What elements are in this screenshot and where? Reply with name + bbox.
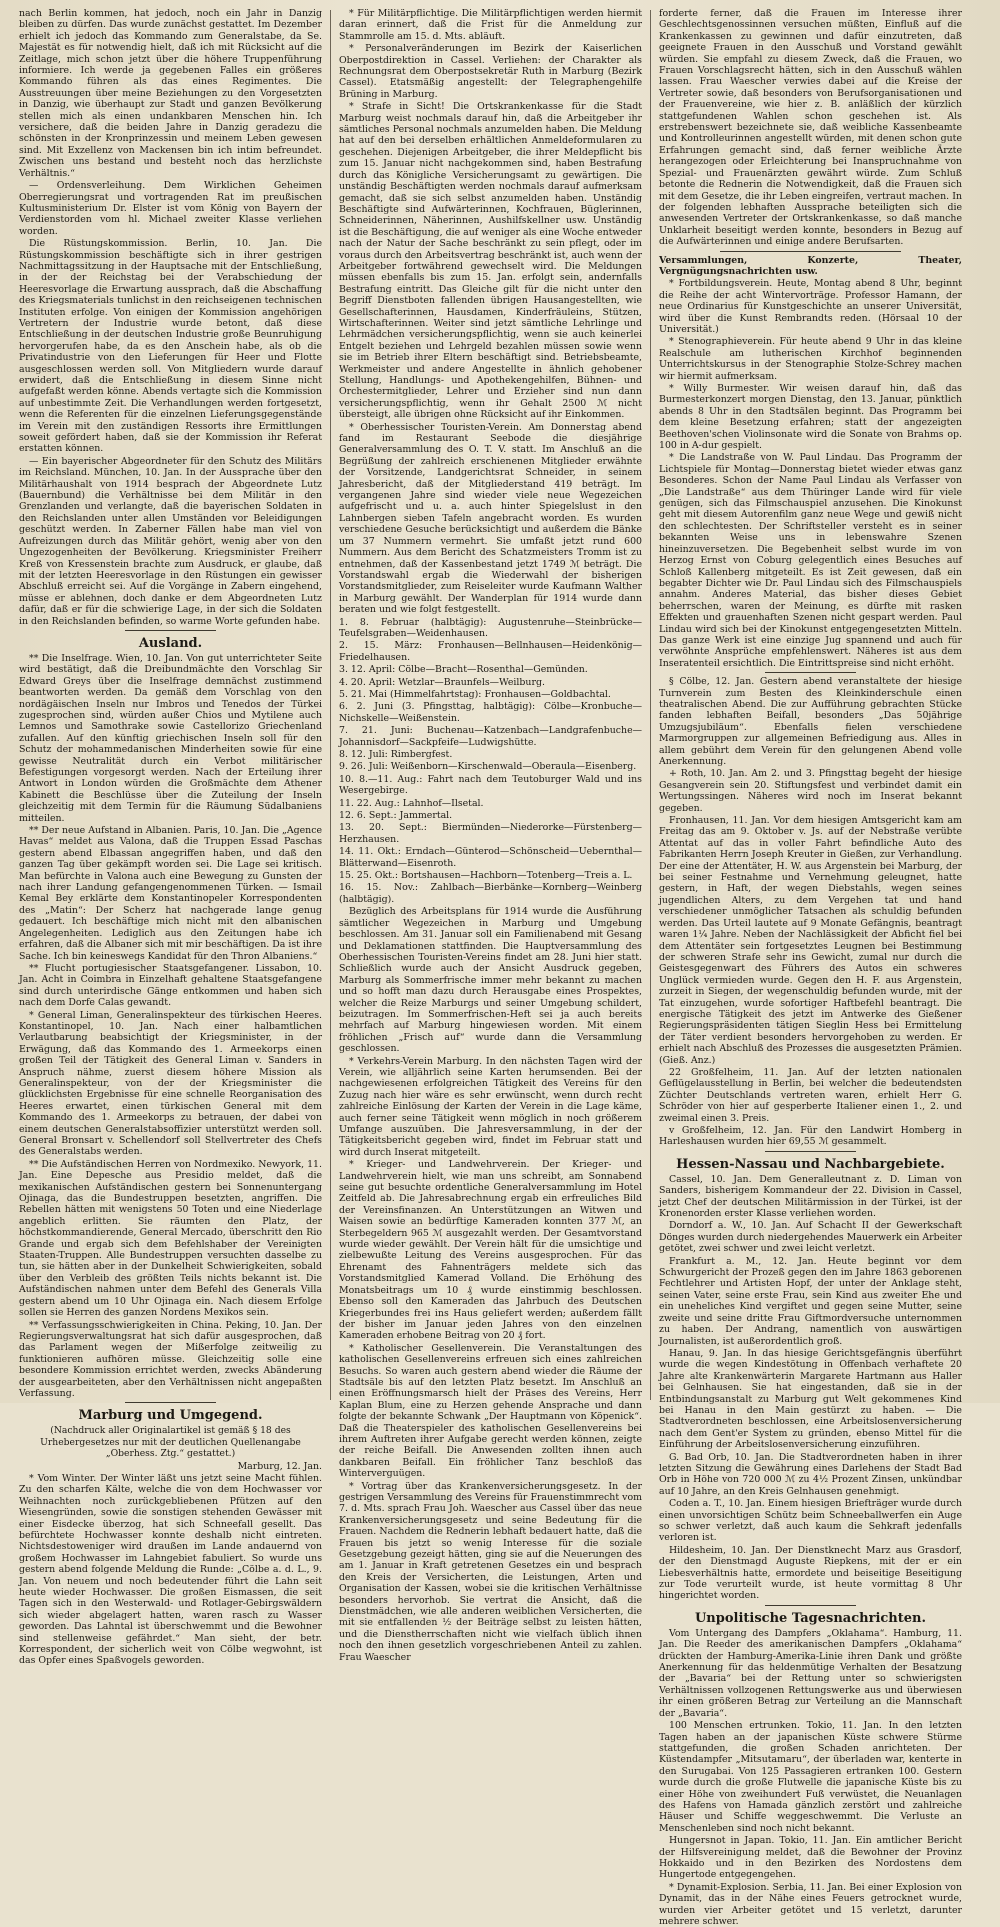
paragraph: * Katholischer Gesellenverein. Die Veranstaltungen des katholischen Gesellenvereins erfreuen sich eines zahlreichen Besuchs. So waren auch gestern abend wieder die Räume der Stadtsäle bis auf den letzten Platz besetzt. Im Anschluß an einen Eröffnungsmarsch hielt der Präses des Vereins, Herr Kaplan Blum, eine zu Herzen gehende Ansprache und dann folgte der bekannte Schwank „Der Hauptmann von Köpenick“. Daß die Theaterspieler des katholischen Gesellenvereins bei ihrem Auftreten ihrer Aufgabe gerecht werden können, zeigte der reiche Beifall. Die Anwesenden zollten ihnen auch dankbaren Beifall. Ein fröhlicher Tanz beschloß das Winterverguügen. (339, 1342, 642, 1480)
paragraph: * Dynamit-Explosion. Serbia, 11. Jan. Bei einer Explosion von Dynamit, das in der Nähe eines Feuers getrocknet wurde, wurden vier Arbeiter getötet und 15 verletzt, darunter mehrere schwer. (659, 1881, 962, 1927)
section-heading-unpolitisch: Unpolitische Tagesnachrichten. (694, 1610, 927, 1626)
paragraph: Dorndorf a. W., 10. Jan. Auf Schacht II der Gewerkschaft Dönges wurden durch niedergehendes Mauerwerk ein Arbeiter getötet, zwei schwer und zwei leicht verletzt. (659, 1220, 962, 1255)
itinerary-item: 16. 15. Nov.: Zahlbach—Bierbänke—Kornberg—Weinberg (halbtägig). (339, 882, 642, 905)
column-rule (650, 10, 651, 1400)
paragraph: Hildesheim, 10. Jan. Der Dienstknecht Marz aus Grasdorf, der den Dienstmagd Auguste Riepkens, mit der er ein Liebesverhältnis hatte, ermordete und beiseitige Beseitigung zur Tode verurteilt wurde, ist heute vormittag 8 Uhr hingerichtet worden. (659, 1544, 962, 1602)
divider (125, 1402, 216, 1403)
paragraph: Fronhausen, 11. Jan. Vor dem hiesigen Amtsgericht kam am Freitag das am 9. Oktober v. Js. auf der Nebstraße verübte Attentat auf das in voller Fahrt befindliche Auto des Fabrikanten Herrn Joseph Kreuter in Gießen, zur Verhandlung. Der eine der Attentäter, H. W. aus Argenstein bei Marburg, der bei seiner Festnahme und Vernehmung geleugnet, hatte gestern, in Haft, der wegen Diebstahls, wegen seines jugendlichen Alters, zu dem Vergehen tat und hand verschiedener unmöglicher Tatsachen als schuldig befunden werden. Das Urteil lautete auf 9 Monate Gefängnis, beantragt waren 1¼ Jahre. Neben der Nachlässigkeit der Abficht fiel bei dem Attentäter sein fortgesetztes Leugnen bei Bestimmung der schweren Strafe sehr ins Gewicht, zumal nur durch die Geistesgegenwart des Führers des Autos ein schweres Unglück vermieden wurde. Gegen den H. F. aus Argenstein, zurzeit in Siegen, der wegenschuldig befunden wurde, mit der Tat einzugehen, wurde sofortiger Haftbefehl beantragt. Die energische Tätigkeit des jetzt im Antwerke des Gießener Regierungspräsidenten tätigen Sieglin Hess bei Ermittelung der Täter verdient besonders hervorgehoben zu werden. Er erhielt nach Abschluß des Prozesses die ausgesetzten Prämien. (Gieß. Anz.) (659, 815, 962, 1066)
subsection-heading: Versammlungen, Konzerte, Theater, Vergnügungsnachrichten usw. (659, 254, 962, 277)
paragraph: * Strafe in Sicht! Die Ortskrankenkasse für die Stadt Marburg weist nochmals darauf hin, daß die Arbeitgeber ihr sämtliches Personal nochmals anzumelden haben. Die Meldung hat auf den bei derselben erhältlichen Anmeldeformularen zu geschehen. Diejenigen Arbeitgeber, die ihrer Meldepflicht bis zum 15. Januar nicht nachgekommen sind, haben Bestrafung durch das Königliche Versicherungsamt zu gewärtigen. Die unständig Beschäftigten werden nochmals darauf aufmerksam gemacht, daß sie sich selbst anzumelden haben. Unständig Beschäftigte sind Aufwärterinnen, Kochfrauen, Büglerinnen, Schneiderinnen, Näherinnen, Aushilfskellner usw. Unständig ist die Beschäftigung, die auf weniger als eine Woche entweder nach der Natur der Sache beschränkt zu sein pflegt, oder im voraus durch den Arbeitsvertrag beschränkt ist, auch wenn der Arbeitgeber fortwährend gewechselt wird. Die Meldungen müssen ebenfalls bis zum 15. Jan. erfolgt sein, andernfalls Bestrafung eintritt. Das Gleiche gilt für die nicht unter den Begriff Dienstboten fallenden übrigen Hausangestellten, wie Gesellschafterinnen, Hausdamen, Kinderfräuleins, Stützen, Wirtschafterinnen. Weiter sind jetzt sämtliche Lehrlinge und Lehrmädchen versicherungspflichtig, wenn sie auch keinerlei Entgelt beziehen und Lehrgeld bezahlen müssen sowie wenn sie im Betrieb ihrer Eltern beschäftigt sind. Betriebsbeamte, Werkmeister und andere Angestellte in ähnlich gehobener Stellung, Handlungs- und Apothekengehilfen, Bühnen- und Orchestermitglieder, Lehrer und Erzieher sind nun dann versicherungspflichtig, wenn ihr Gehalt 2500 ℳ nicht übersteigt, alle übrigen ohne Rücksicht auf ihr Einkommen. (339, 101, 642, 421)
paragraph: ** Verfassungsschwierigkeiten in China. Peking, 10. Jan. Der Regierungsverwaltungsrat hat sich dafür ausgesprochen, daß das Parlament wegen der Mißerfolge zeitweilig zu funktionieren aufhören müsse. Gleichzeitig solle eine besondere Kommission errichtet werden, zwecks Abänderung der ausgearbeiteten, aber den Verhältnissen nicht angepaßten Verfassung. (19, 1319, 322, 1399)
paragraph: G. Bad Orb, 10. Jan. Die Stadtverordneten haben in ihrer letzten Sitzung die Gewährung eines Darlehens der Stadt Bad Orb in Höhe von 720 000 ℳ zu 4½ Prozent Zinsen, unkündbar auf 10 Jahre, an den Kreis Gelnhausen genehmigt. (659, 1451, 962, 1497)
paragraph: ** Der neue Aufstand in Albanien. Paris, 10. Jan. Die „Agence Havas“ meldet aus Valona, daß die Truppen Essad Paschas gestern abend Elbassan angegriffen haben, und daß den ganzen Tag über gekämpft worden sei. Die Lage sei kritisch. Man befürchte in Valona auch eine Bewegung zu Gunsten der nach ihrer Landung gefangengenommenen Türken. — Ismail Kemal Bey erklärte dem Konstantinopeler Korrespondenten des „Matin“: Der Scherz hat nachgerade lange genug gedauert. Ich beschäftige mich nicht mit den albanischen Angelegenheiten. Lediglich aus den Zeitungen habe ich erfahren, daß die Albaner sich mit mir beschäftigen. Da ist ihre Sache. Ich bin keineswegs Kandidat für den Thron Albaniens.“ (19, 825, 322, 962)
divider (765, 1151, 856, 1152)
column-rule (330, 10, 331, 1400)
paragraph: § Cölbe, 12. Jan. Gestern abend veranstaltete der hiesige Turnverein zum Besten des Kleinkinderschule einen theatralischen Abend. Die zur Aufführung gebrachten Stücke fanden lebhaften Beifall, besonders „Das 50jährige Umzugsjubiläum“. Ebenfalls fielen verschiedene Marmorgruppen zur allgemeinen Befriedigung aus. Alles in allem gebührt dem Verein für den gelungenen Abend volle Anerkennung. (659, 676, 962, 767)
paragraph: * Für Militärpflichtige. Die Militärpflichtigen werden hiermit daran erinnert, daß die Frist für die Anmeldung zur Stammrolle am 15. d. Mts. abläuft. (339, 8, 642, 42)
paragraph: * General Liman, Generalinspekteur des türkischen Heeres. Konstantinopel, 10. Jan. Nach einer halbamtlichen Verlautbarung beabsichtigt der Kriegsminister, in der Erwägung, daß das Kommando des 1. Armeekorps einen großen Teil der Tätigkeit des General Liman v. Sanders in Anspruch nähme, zuerst diesem höhere Mission als Generalinspekteur, von der der Kriegsminister die glücklichsten Ergebnisse für eine schnelle Reorganisation des Heeres erwartet, einen türkischen General mit dem Kommando des 1. Armeekorps zu betrauen, der dabei von einem deutschen Generalstabsoffizier unterstützt werden soll. General Bronsart v. Schellendorf soll Stellvertreter des Chefs des Generalstabs werden. (19, 1009, 322, 1158)
itinerary-item: 6. 2. Juni (3. Pfingsttag, halbtägig): Cölbe—Kronbuche—Nichskelle—Weißenstein. (339, 701, 642, 724)
paragraph: Hungersnot in Japan. Tokio, 11. Jan. Ein amtlicher Bericht der Hilfsvereinigung meldet, daß die Bewohner der Provinz Hokkaido und in den Bezirken des Nordostens dem Hungertode entgegengehen. (659, 1835, 962, 1881)
paragraph: forderte ferner, daß die Frauen im Interesse ihrer Geschlechtsgenossinnen versuchen müßten, Einfluß auf die Krankenkassen zu gewinnen und dafür einzutreten, daß geeignete Frauen in den Ausschuß und Vorstand gewählt würden. Sie empfahl zu diesem Zweck, daß die Frauen, wo Frauen Vorschlagsrecht hätten, sich in den Ausschuß wählen lassen. Frau Waescher verwies dabei auf die Kreise der Vertreter sowie, daß besonders von Berufsorganisationen und der Frauenvereine, wie hier z. B. anläßlich der kürzlich stattgefundenen Wahlen schon geschehen ist. Als erstrebenswert bezeichnete sie, daß weibliche Kassenbeamte und Kontrolleurinnen angestellt würden, mit denen schon gute Erfahrungen gemacht sind, daß ferner weibliche Ärzte herangezogen oder Erleichterung bei Inanspruchnahme von Spezial- und Frauenärzten gewährt würde. Zum Schluß betonte die Rednerin die Notwendigkeit, daß die Frauen sich mit dem Gesetze, die ihr Leben eingreifen, vertraut machen. In der folgenden lebhaften Aussprache beteiligten sich die anwesenden Vertreter der Ortskrankenkasse, so daß manche Unklarheit beseitigt werden konnte, besonders in Bezug auf die Aufwärterinnen und einige andere Berufsarten. (659, 8, 962, 248)
paragraph: Cassel, 10. Jan. Dem Generalleutnant z. D. Liman von Sanders, bisherigem Kommandeur der 22. Division in Cassel, jetzt Chef der deutschen Militärmission in der Türkei, ist der Kronenorden erster Klasse verliehen worden. (659, 1173, 962, 1220)
itinerary-item: 2. 15. März: Fronhausen—Bellnhausen—Heidenkönig—Friedelhausen. (339, 640, 642, 663)
paragraph: Coden a. T., 10. Jan. Einem hiesigen Briefträger wurde durch einen unvorsichtigen Schütz beim Schneeballwerfen ein Auge so schwer verletzt, daß auch kaum die Sehkraft jedenfalls verloren ist. (659, 1498, 962, 1544)
itinerary-item: 8. 12. Juli: Rimbergfest. (339, 749, 453, 760)
paragraph: ** Flucht portugiesischer Staatsgefangener. Lissabon, 10. Jan. Acht in Coimbra in Einzelhaft gehaltene Staatsgefangene sind durch unterirdische Gänge entkommen und haben sich nach dem Dorfe Calas gewandt. (19, 962, 322, 1009)
paragraph: * Fortbildungsverein. Heute, Montag abend 8 Uhr, beginnt die Reihe der acht Wintervorträge. Professor Hamann, der neue Ordinarius für Kunstgeschichte an unserer Universität, wird über die Kunst Rembrandts reden. (Hörsaal 10 der Universität.) (659, 278, 962, 335)
paragraph: Vom Untergang des Dampfers „Oklahama“. Hamburg, 11. Jan. Die Reeder des amerikanischen Dampfers „Oklahama“ drückten der Hamburg-Amerika-Linie ihren Dank und größte Anerkennung für das heldenmütige Verhalten der Besatzung der „Bavaria“ bei der Rettung unter so schwierigsten Verhältnissen vollzogenen Rettungswerke aus und überwiesen ihr einen größeren Betrag zur Verteilung an die Mannschaft der „Bavaria“. (659, 1627, 962, 1719)
divider (765, 672, 856, 673)
divider (720, 251, 902, 252)
reprint-note: (Nachdruck aller Originalartikel ist gemäß § 18 des Urhebergesetzes nur mit der deutlichen Quellenangabe „Oberhess. Ztg.“ gestattet.) (40, 1425, 301, 1460)
section-heading-hessen: Hessen-Nassau und Nachbargebiete. (676, 1156, 945, 1172)
itinerary-item: 7. 21. Juni: Buchenau—Katzenbach—Landgrafenbuche—Johannisdorf—Sackpfeife—Ludwigshütte. (339, 725, 642, 748)
itinerary-item: 15. 25. Okt.: Bortshausen—Hachborn—Totenberg—Treis a. L. (339, 870, 633, 882)
column-container (14, 8, 988, 1927)
itinerary-item: 13. 20. Sept.: Biermünden—Niederorke—Fürstenberg—Herzhausen. (339, 822, 642, 845)
paragraph: 100 Menschen ertrunken. Tokio, 11. Jan. In den letzten Tagen haben an der japanischen Küste schwere Stürme stattgefunden, die großen Schaden anrichteten. Der Küstendampfer „Mitsutamaru“, der überladen war, kenterte in den Surugabai. Von 125 Passagieren ertranken 100. Gestern wurde durch die große Flutwelle die japanische Küste bis zu einer Höhe von zweihundert Fuß verwüstet, die Neuanlagen des Hafens von Hamada gänzlich zerstört und zahlreiche Häuser und Schiffe weggeschwemmt. Die Verluste an Menschenleben sind noch nicht bekannt. (659, 1720, 962, 1834)
paragraph: Hanau, 9. Jan. In das hiesige Gerichtsgefängnis überführt wurde die wegen Kindestötung in Offenbach verhaftete 20 Jahre alte Krankenwärterin Margarete Hartmann aus Haller bei Gelnhausen. Sie hat eingestanden, daß sie in der Entbindungsanstalt zu Marburg gut Welt gekommenes Kind bei Hanau in den Main gestürzt zu haben. — Die Stadtverordneten beschlossen, eine Arbeitslosenversicherung nach dem Gent'er System zu gründen, ebenso Mittel für die Einführung der Arbeitslosenversicherung einzuführen. (659, 1347, 962, 1451)
paragraph: * Verkehrs-Verein Marburg. In den nächsten Tagen wird der Verein, wie alljährlich seine Karten herumsenden. Bei der nachgewiesenen erfolgreichen Tätigkeit des Vereins für den Zuzug nach hier wäre es sehr erwünscht, wenn durch recht zahlreiche Einlösung der Karten der Verein in die Lage käme, auch ferner seine Tätigkeit wenn möglich in noch größerem Umfange auszuüben. Die Jahresversammlung, in der der Tätigkeitsbericht gegeben wird, findet im Februar statt und wird durch Inserat mitgeteilt. (339, 1055, 642, 1158)
paragraph: * Die Landstraße von W. Paul Lindau. Das Programm der Lichtspiele für Montag—Donnerstag bietet wieder etwas ganz Besonderes. Schon der Name Paul Lindau als Verfasser von „Die Landstraße“ aus dem Thüringer Lande wird für viele genügen, sich das Filmschauspiel anzusehen. Die Kinokunst geht mit diesem Autorenfilm ganz neue Wege und gewiß nicht den schlechtesten. Der Schriftsteller versteht es in seiner bekannten Weise uns in lebenswahre Szenen hineinzuversetzen. Die Begebenheit selbst wurde im von Herzog Ernst von Coburg gelegentlich eines Besuches auf Schloß Kallenberg mitgeteilt. Es ist Zeit gewesen, daß ein begabter Dichter wie Dr. Paul Lindau sich des Filmschauspiels annahm. Anderes Material, das bisher dieses Gebiet beherrschen, waren der Meinung, es dürfte mit rasken Effekten und grauenhaften Szenen nicht gespart werden. Paul Lindau wird sich bei der Kinokunst entgegengesetzten Mitteln. Das ganze Werk ist eine einzige Jug spannend und auch für verwöhnte Ansprüche empfehlenswert. Näheres ist aus dem Inseratenteil ersichtlich. Die Eintrittspreise sind nicht erhöht. (659, 452, 962, 669)
paragraph: * Krieger- und Landwehrverein. Der Krieger- und Landwehrverein hielt, wie man uns schreibt, am Sonnabend seine gut besuchte ordentliche Generalversammlung im Hotel Zeitfeld ab. Die Jahresabrechnung ergab ein erfreuliches Bild der Vereinsfinanzen. An Unterstützungen an Witwen und Waisen sowie an bedürftige Kameraden konnten 377 ℳ, an Sterbegeldern 965 ℳ ausgezahlt werden. Der Gesamtvorstand wurde wieder gewählt. Der Verein hält für die umsichtige und zielbewußte Leitung des Vereins ausgesprochen. Für das Ehrenamt des Fahnenträgers meldete sich das Vorstandsmitglied Kamerad Volland. Die Erhöhung des Monatsbeitrags um 10 ₰ wurde einstimmig beschlossen. Ebenso soll den Kameraden das Jahrbuch des Deutschen Kriegerbundes frei ins Haus geliefert werden; außerdem fällt der bisher im Januar jeden Jahres von den einzelnen Kameraden erhobene Beitrag von 20 ₰ fort. (339, 1159, 642, 1342)
itinerary-item: 1. 8. Februar (halbtägig): Augustenruhe—Steinbrücke—Teufelsgraben—Weidenhausen. (339, 616, 642, 639)
paragraph: ** Die Inselfrage. Wien, 10. Jan. Von gut unterrichteter Seite wird bestätigt, daß die Dreibundmächte den Vorschlag Sir Edward Greys über die Inselfrage demnächst zustimmend beantworten werden. Da gemäß dem Vorschlag von den nordägäischen Inseln nur Imbros und Tenedos der Türkei zugesprochen sind, würden außer Chios und Mytilene auch Lemnos und Samothrake sowie Castellorizo Griechenland zufallen. Auf den künftig griechischen Inseln soll für den Schutz der mohammedanischen Minderheiten sowie für eine gewisse Neutralität durch ein Verbot militärischer Befestigungen vorgesorgt werden. Nach der Erteilung ihrer Antwort in London würden die Großmächte dem Athener Kabinett die Beschlüsse über die Zuteilung der Inseln gleichzeitig mit dem Termin für die Räumung Südalbaniens mitteilen. (19, 652, 322, 824)
paragraph: * Willy Burmester. Wir weisen darauf hin, daß das Burmesterkonzert morgen Dienstag, den 13. Januar, pünktlich abends 8 Uhr in den Stadtsälen beginnt. Das Programm bei dem kleine Besetzung erfahren; statt der angezeigten Beethoven'schen Violinsonate wird die Sonate von Brahms op. 100 in A-dur gespielt. (659, 383, 962, 452)
paragraph: — Ordensverleihung. Dem Wirklichen Geheimen Oberregierungsrat und vortragenden Rat im preußischen Kultusministerium Dr. Elster ist vom König von Bayern der Verdienstorden vom hl. Michael zweiter Klasse verliehen worden. (19, 180, 322, 237)
column-2 (334, 8, 647, 1663)
column-3 (654, 8, 967, 1927)
paragraph: v Großfelheim, 12. Jan. Für den Landwirt Homberg in Harleshausen wurden hier 69,55 ℳ gesammelt. (659, 1125, 962, 1148)
divider (765, 1605, 856, 1606)
column-1 (14, 8, 327, 1667)
paragraph: Die Rüstungskommission. Berlin, 10. Jan. Die Rüstungskommission beschäftigte sich in ihrer gestrigen Nachmittagssitzung in der Hauptsache mit der Entschließung, in der der Reichstag bei der Verabschiedung der Heeresvorlage die Erwartung aussprach, daß die Abschaffung des Kriegsmaterials tunlichst in den reichseigenen technischen Instituten erfolge. Von einigen der Kommission angehörigen Vertretern der Industrie wurde betont, daß diese Entschließung in der deutschen Industrie große Beunruhigung hervorgerufen habe, da es den Anschein habe, als ob die Privatindustrie von den Lieferungen für Heer und Flotte ausgeschlossen werden soll. Von Mitgliedern wurde darauf erwidert, daß die Entschließung in diesem Sinne nicht aufgefaßt werden könne. Abends vertagte sich die Kommission auf unbestimmte Zeit. Die Verhandlungen werden fortgesetzt, wenn die Referenten für die einzelnen Lieferungsgegenstände im Verein mit den zuständigen Ressorts ihre Ermittlungen soweit gefördert haben, daß sie der Kommission ihr Referat erstatten können. (19, 238, 322, 455)
itinerary-item: 10. 8.—11. Aug.: Fahrt nach dem Teutoburger Wald und ins Wesergebirge. (339, 773, 642, 797)
paragraph: + Roth, 10. Jan. Am 2. und 3. Pfingsttag begeht der hiesige Gesangverein sein 20. Stiftungsfest und verbindet damit ein Wertungssingen. Näheres wird noch im Inserat bekannt gegeben. (659, 768, 962, 814)
itinerary-item: 3. 12. April: Cölbe—Bracht—Rosenthal—Gemünden. (339, 664, 588, 676)
paragraph: * Vortrag über das Krankenversicherungsgesetz. In der gestrigen Versammlung des Vereins für Frauenstimmrecht vom 7. d. Mts. sprach Frau Joh. Waescher aus Cassel über das neue Krankenversicherungsgesetz und seine Bedeutung für die Frauen. Nachdem die Rednerin lebhaft bedauert hatte, daß die Frauen bis jetzt so wenig Interesse für die soziale Gesetzgebung gezeigt hätten, ging sie auf die Neuerungen des am 1. Januar in Kraft getretenen Gesetzes ein und besprach den Kreis der Versicherten, die Leistungen, Arten und Organisation der Kassen, wobei sie die kritischen Verhältnisse besonders hervorhob. Sie vertrat die Ansicht, daß die Dienstmädchen, wie alle anderen weiblichen Versicherten, die mit sie entfallenden ½ der Beiträge selbst zu leisten hätten, und die Dienstherrschaften nicht wie vielfach üblich ihnen noch den ihnen gesetzlich vorgeschriebenen Anteil zu zahlen. Frau Waescher (339, 1480, 642, 1663)
dateline: Marburg, 12. Jan. (237, 1460, 322, 1472)
itinerary-item: 9. 26. Juli: Weißenborn—Kirschenwald—Oberaula—Eisenberg. (339, 761, 637, 773)
paragraph: 22 Großfelheim, 11. Jan. Auf der letzten nationalen Geflügelausstellung in Berlin, bei welcher die bedeutendsten Züchter Deutschlands vertreten waren, erhielt Herr G. Schröder von hier auf gesperberte Italiener einen 1., 2. und zweimal einen 3. Preis. (659, 1066, 962, 1124)
paragraph: Bezüglich des Arbeitsplans für 1914 wurde die Ausführung sämtlicher Wegezeichen in Marburg und Umgebung beschlossen. Am 31. Januar soll ein Familienabend mit Gesang und Deklamationen stattfinden. Die Hauptversammlung des Oberhessischen Touristen-Vereins findet am 28. Juni hier statt. Schließlich wurde auch der Ansicht Ausdruck gegeben, Marburg als Sommerfrische immer mehr bekannt zu machen und so hofft man dazu durch Herausgabe eines Prospektes, welcher die Reize Marburgs und seiner Umgebung schildert, beizutragen. Im Sommerfrischen-Heft sei ja auch bereits mehrfach auf Marburg hingewiesen worden. Mit einem fröhlichen „Frisch auf“ wurde dann die Versammlung geschlossen. (339, 906, 642, 1055)
paragraph: — Ein bayerischer Abgeordneter für den Schutz des Militärs im Reichsland. München, 10. Jan. In der Aussprache über den Militärhaushalt von 1914 besprach der Abgeordnete Lutz (Bauernbund) die Verhältnisse bei dem Militär in den Grenzlanden und verlangte, daß die bayerischen Soldaten in den Reichslanden unter allen Umständen vor Beleidigungen geschützt werden. In Zaberner Fällen habe man viel von Aufreizungen durch das Militär gehört, wenig aber von den Ungezogenheiten der Bevölkerung. Kriegsminister Freiherr Kreß von Kressenstein brachte zum Ausdruck, er glaube, daß mit der letzten Heeresvorlage in den Rüstungen ein gewisser Abschluß erreicht sei. Auf die Vorgänge in Zabern eingehend, müsse er ablehnen, doch danke er dem Abgeordneten Lutz dafür, daß er für die schwierige Lage, in der sich die Soldaten in den Reichslanden befinden, so warme Worte gefunden habe. (19, 455, 322, 627)
itinerary-item: 4. 20. April: Wetzlar—Braunfels—Weilburg. (339, 676, 545, 688)
itinerary-item: 5. 21. Mai (Himmelfahrtstag): Fronhausen—Goldbachtal. (339, 688, 611, 700)
paragraph: * Vom Winter. Der Winter läßt uns jetzt seine Macht fühlen. Zu den scharfen Kälte, welche die von dem Hochwasser vor Weihnachten noch zurückgebliebenen Pfützen auf den Wiesengründen, sowie die sonstigen stehenden Gewässer mit einer Eisdecke überzog, hat sich Schneefall gesellt. Das befürchtete Hochwasser konnte deshalb nicht eintreten. Nichtsdestoweniger wird draußen im Lande andauernd von großem Hochwasser im Lahngebiet fabuliert. So wurde uns gestern abend folgende Meldung die Runde: „Cölbe a. d. L., 9. Jan. Von neuem und noch bedeutender führt die Lahn seit heute wieder Hochwasser. Die großen Eismassen, die seit Tagen sich in den Westerwald- und Rotlager-Gebirgswäldern sich wieder abgelagert hatten, waren rasch zu Wasser geworden. Das Lahntal ist überschwemmt und die Bewohner sind stellenweise gefährdet.“ Man sieht, der betr. Korrespondent, der sicherlich weit von Cölbe wegwohnt, ist das Opfer eines Spaßvogels geworden. (19, 1472, 322, 1667)
paragraph: * Oberhessischer Touristen-Verein. Am Donnerstag abend fand im Restaurant Seebode die diesjährige Generalversammlung des O. T. V. statt. Im Anschluß an die Begrüßung der zahlreich erschienenen Mitglieder erwähnte der Vorsitzende, Landgerichtsrat Schneider, in seinem Jahresbericht, daß der Mitgliederstand 419 beträgt. Im vergangenen Jahre sind wieder viele neue Wegezeichen aufgefrischt und u. a. auch hinter Spiegelslust in den Lahnbergen sieben Tafeln angebracht worden. Es wurden verschiedene Gesuche berücksichtigt und außerdem die Bänke um 37 Nummern vermehrt. Sie umfaßt jetzt rund 600 Nummern. Aus dem Bericht des Schatzmeisters Tromm ist zu entnehmen, daß der Kassenbestand jetzt 1749 ℳ beträgt. Die Vorstandswahl ergab die Wiederwahl der bisherigen Vorstandsmitglieder, zum Reiseleiter wurde Kaufmann Walther in Marburg gewählt. Der Wanderplan für 1914 wurde dann beraten und wie folgt festgestellt. (339, 421, 642, 616)
paragraph: Frankfurt a. M., 12. Jan. Heute beginnt vor dem Schwurgericht der Prozeß gegen den im Jahre 1863 geborenen Fechtlehrer und Artisten Hopf, der unter der Anklage steht, seinen Vater, seine erste Frau, sein Kind aus zweiter Ehe und ein uneheliches Kind vergiftet und gegen seine Mutter, seine zweite und seine dritte Frau Giftmordversuche unternommen zu haben. Der Andrang, namentlich von auswärtigen Journalisten, ist außerordentlich groß. (659, 1255, 962, 1347)
divider (125, 630, 216, 631)
itinerary-item: 11. 22. Aug.: Lahnhof—Ilsetal. (339, 797, 484, 809)
paragraph: * Personalveränderungen im Bezirk der Kaiserlichen Oberpostdirektion in Cassel. Verliehen: der Charakter als Rechnungsrat dem Oberpostsekretär Ruth in Marburg (Bezirk Cassel). Etatsmäßig angestellt: der Telegraphengehilfe Brüning in Marburg. (339, 43, 642, 100)
paragraph: ** Die Aufständischen Herren von Nordmexiko. Newyork, 11. Jan. Eine Depesche aus Presidio meldet, daß die mexikanischen Aufständischen gestern bei Sonnenuntergang Ojinaga, das die Bundestruppen besetzten, angriffen. Die Rebellen hätten mit wenigstens 50 Toten und eine Niederlage angeblich erlitten. Sie räumten den Platz, der höchstkommandierende, General Mercado, überschritt den Rio Grande und ergab sich dem Befehlshaber der Vereinigten Staaten-Truppen. Alle Bundestruppen versuchten dasselbe zu tun, sie hätten aber in der Dunkelheit Schwierigkeiten, sobald über den Verbleib des größten Teils nichts bekannt ist. Die Aufständischen nahmen unter dem Befehl des Generals Villa gestern abend um 10 Uhr Ojinaga ein. Nach diesem Erfolge sollen sie Herren des ganzen Nordens Mexikos sein. (19, 1158, 322, 1319)
paragraph: nach Berlin kommen, hat jedoch, noch ein Jahr in Danzig bleiben zu dürfen. Das wurde zunächst gestattet. Im Dezember erhielt ich jedoch das Kommando zum Generalstabe, da Se. Majestät es für notwendig hielt, daß ich mit Rücksicht auf die Zeitlage, mich schon jetzt über die höhere Truppenführung informiere. Ich werde ja gegebenen Falles ein größeres Kommando führen als das eines Regimentes. Die Ausstreuungen über meine Beziehungen zu den Vorgesetzten in Danzig, wie überhaupt zur Stadt und ganzen Bevölkerung stellen mich als einen undankbaren Menschen hin. Ich versichere, daß die beiden Jahre in Danzig geradezu die schönsten in der Kronprinzessin und meinem Leben gewesen sind. Mit Exzellenz von Mackensen bin ich intim befreundet. Zwischen uns bestand und besteht noch das herzlichste Verhältnis.“ (19, 8, 322, 179)
itinerary-item: 12. 6. Sept.: Jammertal. (339, 810, 453, 822)
paragraph: * Stenographieverein. Für heute abend 9 Uhr in das kleine Realschule am lutherischen Kirchhof beginnenden Unterrichtskursus in der Stenographie Stolze-Schrey machen wir hiermit aufmerksam. (659, 336, 962, 382)
section-heading-ausland: Ausland. (138, 635, 203, 651)
itinerary-item: 14. 11. Okt.: Erndach—Günterod—Schönscheid—Uebernthal—Blätterwand—Eisenroth. (339, 846, 642, 869)
section-heading-marburg: Marburg und Umgegend. (78, 1408, 263, 1424)
